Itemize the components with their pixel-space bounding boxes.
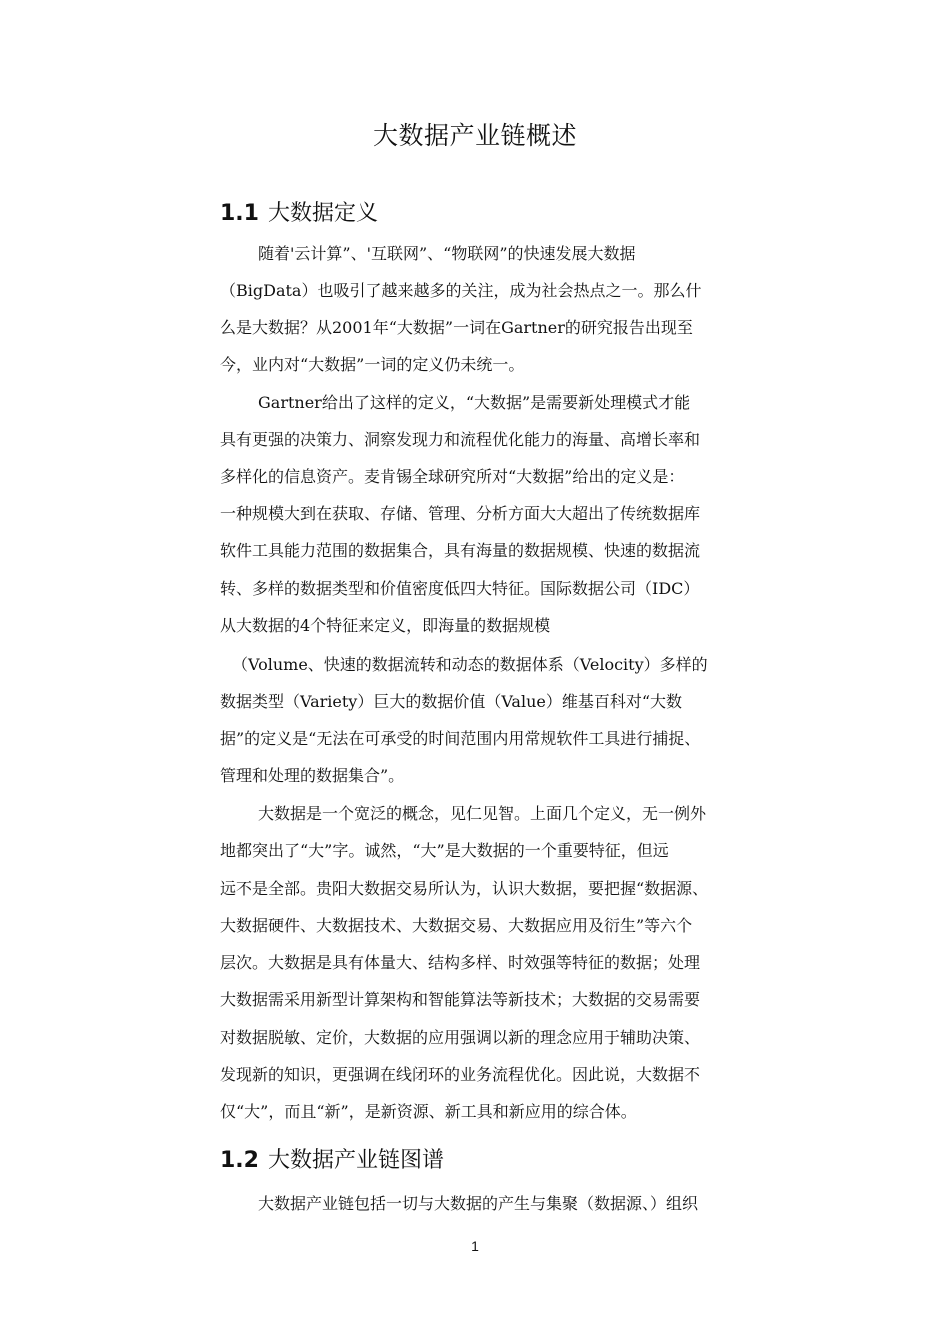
paragraph-line: 大数据硬件、大数据技术、大数据交易、大数据应用及衍生”等六个 bbox=[220, 916, 693, 935]
paragraph-line: （BigData）也吸引了越来越多的关注，成为社会热点之一。那么什 bbox=[220, 281, 702, 300]
paragraph-line: 多样化的信息资产。麦肯锡全球研究所对“大数据”给出的定义是： bbox=[220, 467, 685, 486]
paragraph-line: 一种规模大到在获取、存储、管理、分析方面大大超出了传统数据库 bbox=[220, 504, 701, 523]
section-title: 大数据定义 bbox=[267, 201, 378, 226]
paragraph-line: 从大数据的4个特征来定义，即海量的数据规模 bbox=[220, 616, 551, 635]
paragraph-line: 远不是全部。贵阳大数据交易所认为，认识大数据，要把握“数据源、 bbox=[220, 879, 709, 898]
paragraph-line: 发现新的知识，更强调在线闭环的业务流程优化。因此说，大数据不 bbox=[220, 1065, 701, 1084]
section-number: 1.2 bbox=[220, 1148, 259, 1173]
section-title: 大数据产业链图谱 bbox=[267, 1148, 444, 1173]
paragraph-line: 转、多样的数据类型和价值密度低四大特征。国际数据公司（IDC） bbox=[220, 579, 700, 598]
paragraph-line: （Volume、快速的数据流转和动态的数据体系（Velocity）多样的 bbox=[232, 655, 708, 674]
paragraph-line: 今，业内对“大数据”一词的定义仍未统一。 bbox=[220, 355, 525, 374]
paragraph-line: 据”的定义是“无法在可承受的时间范围内用常规软件工具进行捕捉、 bbox=[220, 729, 701, 748]
paragraph-line: 仅“大”，而且“新”，是新资源、新工具和新应用的综合体。 bbox=[220, 1102, 637, 1121]
page-title: 大数据产业链概述 bbox=[372, 121, 577, 150]
paragraph-line: 管理和处理的数据集合”。 bbox=[220, 766, 405, 785]
paragraph-line: 大数据产业链包括一切与大数据的产生与集聚（数据源、）组织 bbox=[258, 1194, 699, 1213]
paragraph-line: 随着'云计算”、'互联网”、“物联网”的快速发展大数据 bbox=[258, 244, 636, 263]
paragraph-line: 地都突出了“大”字。诚然，“大”是大数据的一个重要特征，但远 bbox=[220, 841, 669, 860]
paragraph-line: 数据类型（Variety）巨大的数据价值（Value）维基百科对“大数 bbox=[220, 692, 683, 711]
section-heading-1-1 bbox=[220, 196, 378, 227]
paragraph-line: 么是大数据？从2001年“大数据”一词在Gartner的研究报告出现至 bbox=[220, 318, 693, 337]
paragraph-line: 大数据是一个宽泛的概念，见仁见智。上面几个定义，无一例外 bbox=[258, 804, 707, 823]
paragraph-line: 大数据需采用新型计算架构和智能算法等新技术；大数据的交易需要 bbox=[220, 990, 701, 1009]
paragraph-line: 具有更强的决策力、洞察发现力和流程优化能力的海量、高增长率和 bbox=[220, 430, 701, 449]
page-number: 1 bbox=[471, 1238, 479, 1254]
paragraph-line: 层次。大数据是具有体量大、结构多样、时效强等特征的数据；处理 bbox=[220, 953, 701, 972]
paragraph-line: 对数据脱敏、定价，大数据的应用强调以新的理念应用于辅助决策、 bbox=[220, 1028, 701, 1047]
section-number: 1.1 bbox=[220, 201, 259, 226]
paragraph-line: 软件工具能力范围的数据集合，具有海量的数据规模、快速的数据流 bbox=[220, 541, 701, 560]
paragraph-line: Gartner给出了这样的定义，“大数据”是需要新处理模式才能 bbox=[258, 393, 691, 412]
section-heading-1-2 bbox=[220, 1143, 444, 1174]
